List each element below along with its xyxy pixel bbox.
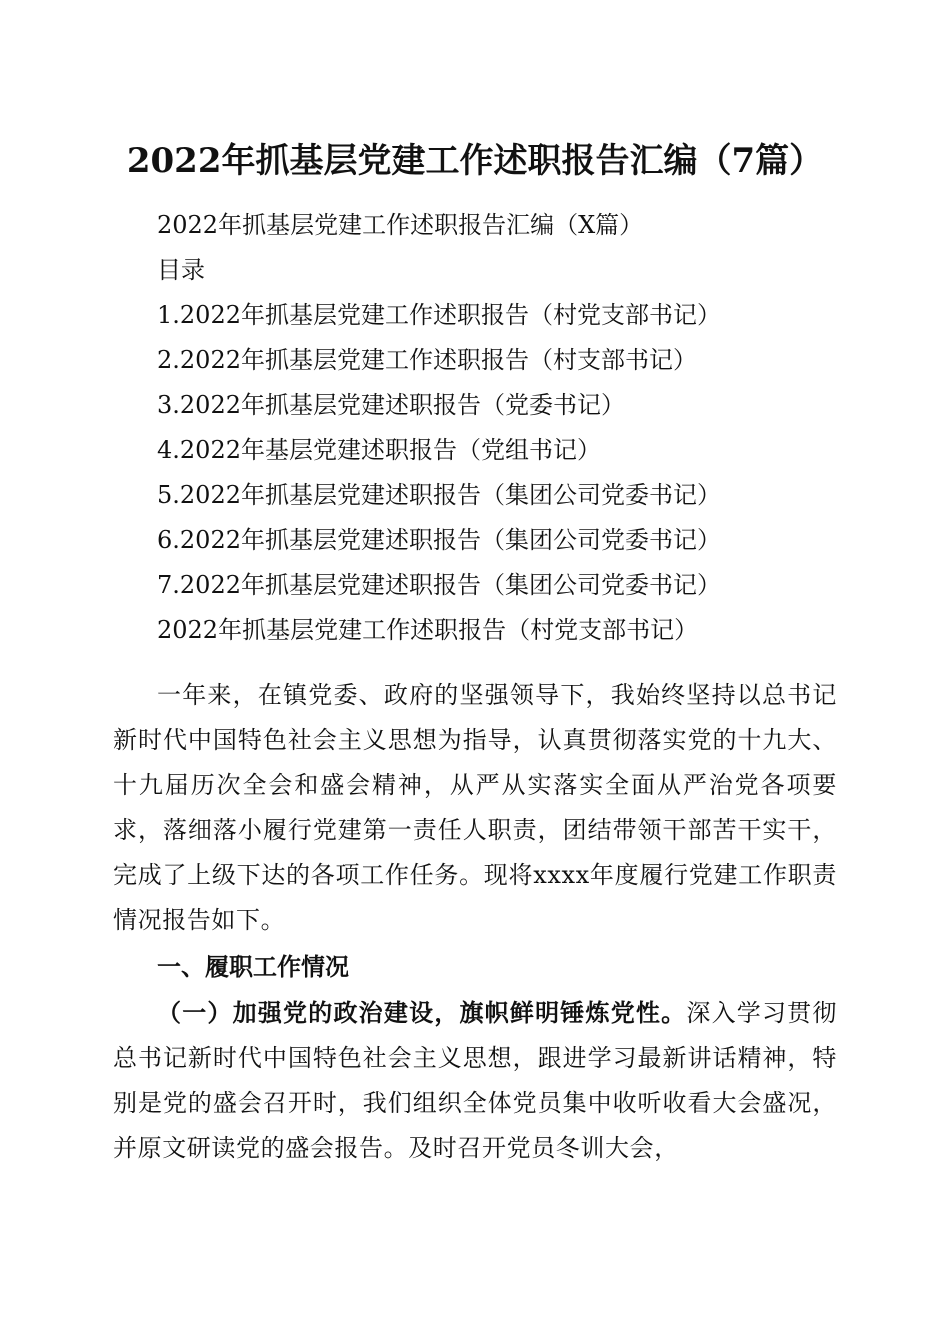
subsection-body: 深入学习贯彻总书记新时代中国特色社会主义思想，跟进学习最新讲话精神，特别是党的盛会召开时，我们组织全体党员集中收听收看大会盛况，并原文研读党的盛会报告。及时召开党员冬训大会，: [113, 999, 837, 1162]
toc-item: 3.2022年抓基层党建述职报告（党委书记）: [157, 391, 625, 419]
section-heading: 一、履职工作情况: [157, 953, 349, 981]
subsection-lead: （一）加强党的政治建设，旗帜鲜明锤炼党性。: [157, 998, 687, 1027]
toc-item: 4.2022年基层党建述职报告（党组书记）: [157, 436, 601, 464]
toc-item: 1.2022年抓基层党建工作述职报告（村党支部书记）: [157, 301, 721, 329]
toc-item: 7.2022年抓基层党建述职报告（集团公司党委书记）: [157, 571, 721, 599]
article-title: 2022年抓基层党建工作述职报告（村党支部书记）: [157, 616, 699, 644]
subsection-paragraph: [113, 990, 837, 1171]
document-subtitle: 2022年抓基层党建工作述职报告汇编（X篇）: [157, 211, 644, 239]
intro-paragraph: 一年来，在镇党委、政府的坚强领导下，我始终坚持以总书记新时代中国特色社会主义思想为指导，认真贯彻落实党的十九大、十九届历次全会和盛会精神，从严从实落实全面从严治党各项要求，落细落小履行党建第一责任人职责，团结带领干部苦干实干，完成了上级下达的各项工作任务。现将xxxx年度履行党建工作职责情况报告如下。: [113, 681, 837, 934]
toc-label: 目录: [157, 256, 205, 284]
toc-item: 2.2022年抓基层党建工作述职报告（村支部书记）: [157, 346, 697, 374]
toc-item: 5.2022年抓基层党建述职报告（集团公司党委书记）: [157, 481, 721, 509]
toc-item: 6.2022年抓基层党建述职报告（集团公司党委书记）: [157, 526, 721, 554]
document-title: 2022年抓基层党建工作述职报告汇编（7篇）: [126, 141, 824, 181]
